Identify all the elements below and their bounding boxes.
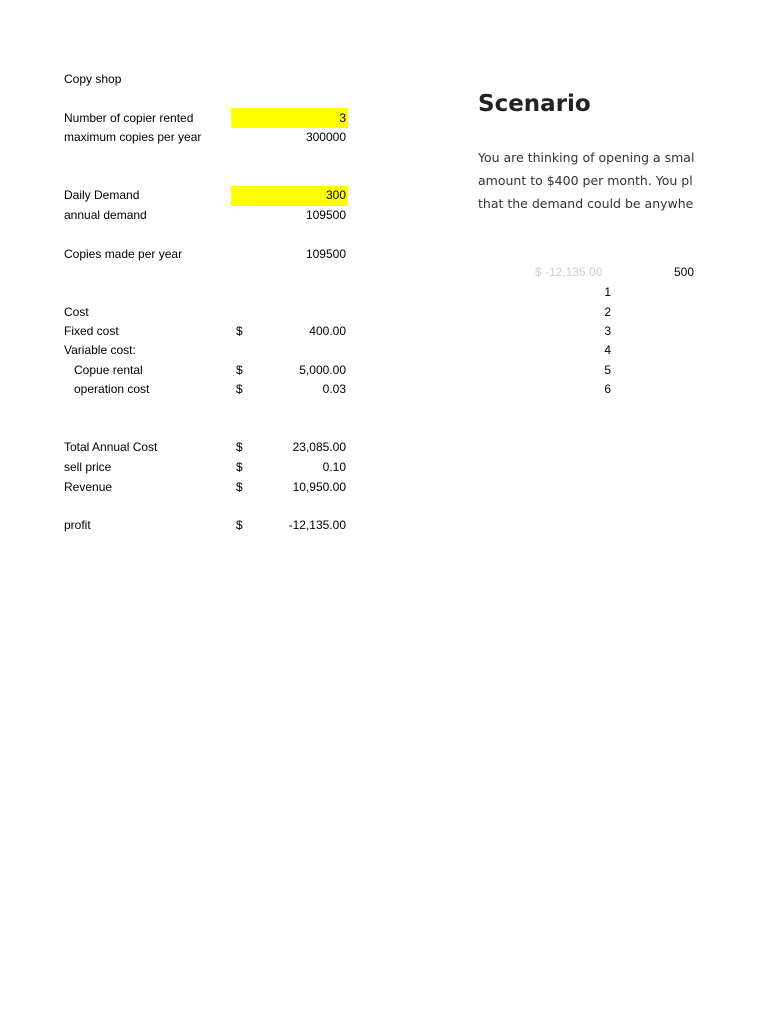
data-table-row-input[interactable]: 1 — [604, 285, 611, 299]
data-table-corner-formula[interactable]: $ -12,135.00 — [535, 265, 603, 279]
scenario-title: Scenario — [478, 91, 591, 117]
revenue-dollar: $ — [236, 480, 243, 494]
daily-demand-label: Daily Demand — [64, 188, 140, 202]
sell-price-dollar: $ — [236, 460, 243, 474]
profit-label: profit — [64, 518, 91, 532]
sell-price-label: sell price — [64, 460, 112, 474]
data-table-row-input[interactable]: 5 — [604, 363, 611, 377]
copier-rental-dollar: $ — [236, 363, 243, 377]
daily-demand-value[interactable]: 300 — [325, 188, 346, 202]
data-table-column-header[interactable]: 500 — [674, 265, 695, 279]
profit-dollar: $ — [236, 518, 243, 532]
copiers-label: Number of copier rented — [64, 111, 194, 125]
profit-value[interactable]: -12,135.00 — [288, 518, 346, 532]
fixed-cost-value[interactable]: 400.00 — [309, 324, 346, 338]
scenario-text — [478, 146, 696, 215]
cost-heading: Cost — [64, 305, 89, 319]
scenario-line: that the demand could be anywhe — [478, 196, 694, 211]
copier-rental-label: Copue rental — [74, 363, 143, 377]
revenue-label: Revenue — [64, 480, 113, 494]
max-copies-label: maximum copies per year — [64, 130, 202, 144]
sell-price-value[interactable]: 0.10 — [322, 460, 346, 474]
operation-cost-label: operation cost — [74, 382, 150, 396]
max-copies-value[interactable]: 300000 — [305, 130, 346, 144]
fixed-cost-label: Fixed cost — [64, 324, 119, 338]
operation-cost-value[interactable]: 0.03 — [322, 382, 346, 396]
revenue-value[interactable]: 10,950.00 — [292, 480, 346, 494]
copiers-input-highlight[interactable] — [231, 108, 348, 128]
total-cost-dollar: $ — [236, 440, 243, 454]
annual-demand-label: annual demand — [64, 208, 147, 222]
operation-cost-dollar: $ — [236, 382, 243, 396]
data-table-row-input[interactable]: 4 — [604, 343, 611, 357]
data-table-row-input[interactable]: 6 — [604, 382, 611, 396]
scenario-line: You are thinking of opening a smal — [478, 150, 695, 165]
sheet-title: Copy shop — [64, 72, 122, 86]
total-cost-value[interactable]: 23,085.00 — [292, 440, 346, 454]
data-table-row-input[interactable]: 2 — [604, 305, 611, 319]
total-cost-label: Total Annual Cost — [64, 440, 158, 454]
copiers-value[interactable]: 3 — [339, 111, 346, 125]
data-table-row-input[interactable]: 3 — [604, 324, 611, 338]
copier-rental-value[interactable]: 5,000.00 — [299, 363, 346, 377]
scenario-line: amount to $400 per month. You pl — [478, 173, 693, 188]
annual-demand-value[interactable]: 109500 — [305, 208, 346, 222]
copies-made-label: Copies made per year — [64, 247, 183, 261]
variable-cost-label: Variable cost: — [64, 343, 136, 357]
copies-made-value[interactable]: 109500 — [305, 247, 346, 261]
fixed-cost-dollar: $ — [236, 324, 243, 338]
